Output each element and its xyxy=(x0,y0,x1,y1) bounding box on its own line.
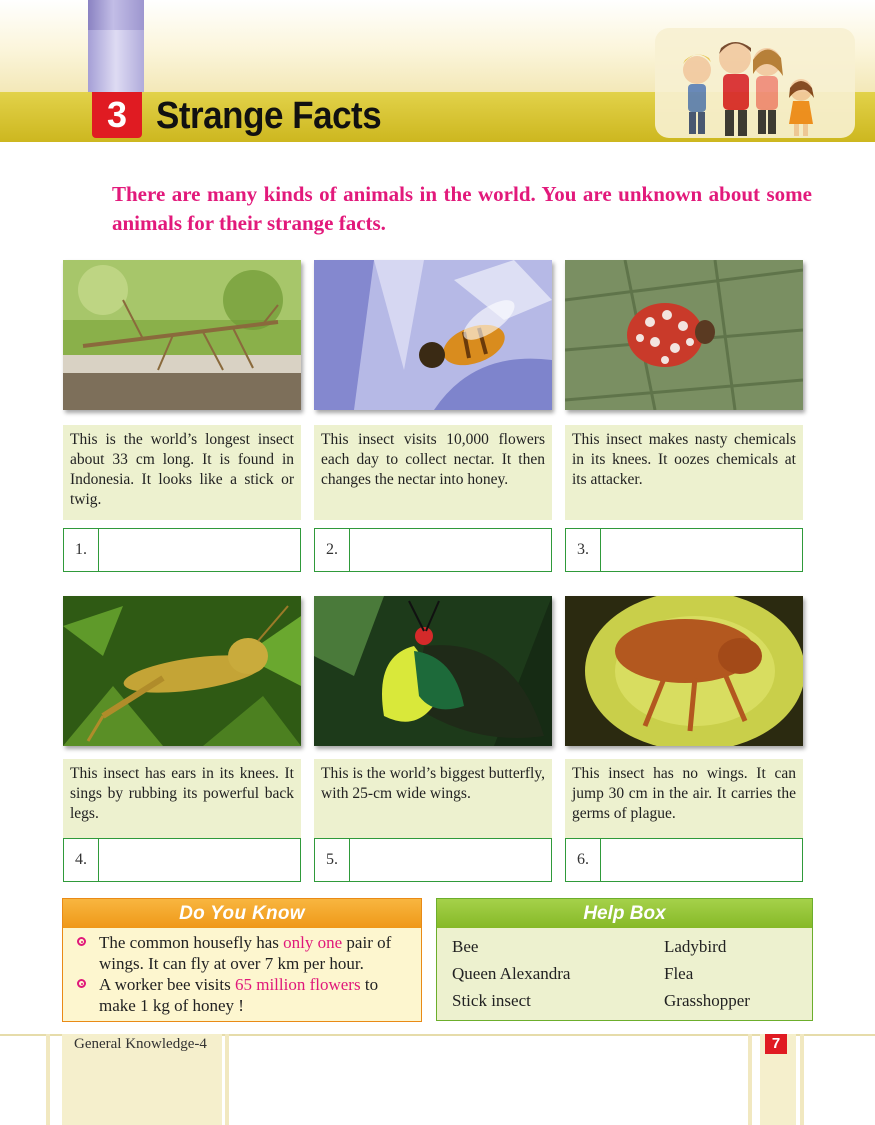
fact-description-1: This is the world’s longest insect about 33 cm long. It is found in Indonesia. It looks like a stick or twig. xyxy=(63,425,301,520)
answer-box-5[interactable] xyxy=(314,838,552,882)
family-icon xyxy=(655,28,855,138)
help-word: Flea xyxy=(664,964,694,983)
footer-decoration xyxy=(46,1034,50,1125)
answer-number: 1. xyxy=(64,529,99,571)
answer-box-3[interactable] xyxy=(565,528,803,572)
answer-field[interactable] xyxy=(350,839,551,881)
help-word: Ladybird xyxy=(664,937,727,956)
footer-decoration xyxy=(225,1034,229,1125)
intro-paragraph: There are many kinds of animals in the world. You are unknown about some animals for their strange facts. xyxy=(112,182,812,235)
bullet-icon xyxy=(77,937,86,946)
butterfly-photo xyxy=(314,596,552,746)
help-box xyxy=(436,898,813,1021)
footer-decoration xyxy=(800,1034,804,1125)
highlight-text: only one xyxy=(283,933,343,952)
answer-number: 3. xyxy=(566,529,601,571)
help-word: Bee xyxy=(452,937,479,956)
chapter-tab-highlight xyxy=(88,30,144,92)
fact-description-3: This insect makes nasty chemicals in its knees. It oozes chemicals at its attacker. xyxy=(565,425,803,520)
answer-field[interactable] xyxy=(601,529,802,571)
fact-description-4: This insect has ears in its knees. It sings by rubbing its powerful back legs. xyxy=(63,759,301,854)
answer-box-4[interactable] xyxy=(63,838,301,882)
answer-field[interactable] xyxy=(99,839,300,881)
do-you-know-box xyxy=(62,898,422,1022)
do-you-know-title: Do You Know xyxy=(63,899,421,928)
bullet-icon xyxy=(77,979,86,988)
fact-description-6: This insect has no wings. It can jump 30 cm in the air. It carries the germs of plague. xyxy=(565,759,803,854)
fact-description-5: This is the world’s biggest butterfly, with 25-cm wide wings. xyxy=(314,759,552,854)
answer-number: 5. xyxy=(315,839,350,881)
flea-photo xyxy=(565,596,803,746)
honey-bee-photo xyxy=(314,260,552,410)
fact-item: The common housefly has only one pair of wings. It can fly at over 7 km per hour. xyxy=(77,932,413,974)
cartoon-family-illustration xyxy=(655,28,855,138)
help-word: Grasshopper xyxy=(664,991,750,1010)
book-title: General Knowledge-4 xyxy=(74,1036,207,1052)
answer-number: 2. xyxy=(315,529,350,571)
answer-number: 6. xyxy=(566,839,601,881)
page-number: 7 xyxy=(765,1034,787,1054)
fact-item: A worker bee visits 65 million flowers to make 1 kg of honey ! xyxy=(77,974,413,1016)
answer-field[interactable] xyxy=(601,839,802,881)
footer-decoration xyxy=(748,1034,752,1125)
help-box-title: Help Box xyxy=(437,899,812,928)
answer-number: 4. xyxy=(64,839,99,881)
fact-description-2: This insect visits 10,000 flowers each day to collect nectar. It then changes the nectar into honey. xyxy=(314,425,552,520)
help-word: Queen Alexandra xyxy=(452,964,571,983)
answer-box-6[interactable] xyxy=(565,838,803,882)
answer-field[interactable] xyxy=(350,529,551,571)
answer-box-1[interactable] xyxy=(63,528,301,572)
answer-box-2[interactable] xyxy=(314,528,552,572)
chapter-number: 3 xyxy=(92,92,142,138)
chapter-title: Strange Facts xyxy=(156,95,382,137)
ladybird-photo xyxy=(565,260,803,410)
help-word: Stick insect xyxy=(452,991,531,1010)
highlight-text: 65 million flowers xyxy=(234,975,361,994)
grasshopper-photo xyxy=(63,596,301,746)
answer-field[interactable] xyxy=(99,529,300,571)
stick-insect-photo xyxy=(63,260,301,410)
